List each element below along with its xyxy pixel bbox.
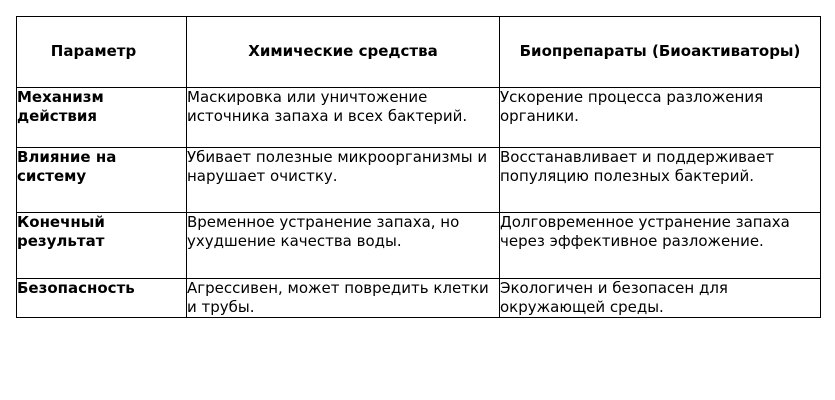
header-bio-label: Биопрепараты (Биоактиваторы)	[519, 42, 801, 60]
row-parameter: Влияние на систему	[17, 148, 187, 213]
table-row	[17, 213, 821, 279]
row-chemical: Маскировка или уничтожение источника запаха и всех бактерий.	[187, 88, 500, 148]
header-parameter-label: Параметр	[50, 42, 137, 60]
row-bio: Долговременное устранение запаха через эффективное разложение.	[500, 213, 821, 279]
header-row	[17, 17, 821, 88]
row-bio: Экологичен и безопасен для окружающей среды.	[500, 279, 821, 318]
row-parameter: Механизм действия	[17, 88, 187, 148]
header-chemical-label: Химические средства	[248, 42, 438, 60]
row-chemical: Временное устранение запаха, но ухудшение качества воды.	[187, 213, 500, 279]
comparison-table	[16, 16, 821, 318]
row-bio: Восстанавливает и поддерживает популяцию полезных бактерий.	[500, 148, 821, 213]
row-bio: Ускорение процесса разложения органики.	[500, 88, 821, 148]
table-header	[17, 17, 821, 88]
table-row	[17, 279, 821, 318]
row-parameter: Безопасность	[17, 279, 187, 318]
table-row	[17, 88, 821, 148]
header-parameter	[17, 17, 187, 88]
row-chemical: Убивает полезные микроорганизмы и нарушает очистку.	[187, 148, 500, 213]
table-row	[17, 148, 821, 213]
row-chemical: Агрессивен, может повредить клетки и трубы.	[187, 279, 500, 318]
header-bio	[500, 17, 821, 88]
row-parameter: Конечный результат	[17, 213, 187, 279]
table-body	[17, 88, 821, 318]
header-chemical	[187, 17, 500, 88]
